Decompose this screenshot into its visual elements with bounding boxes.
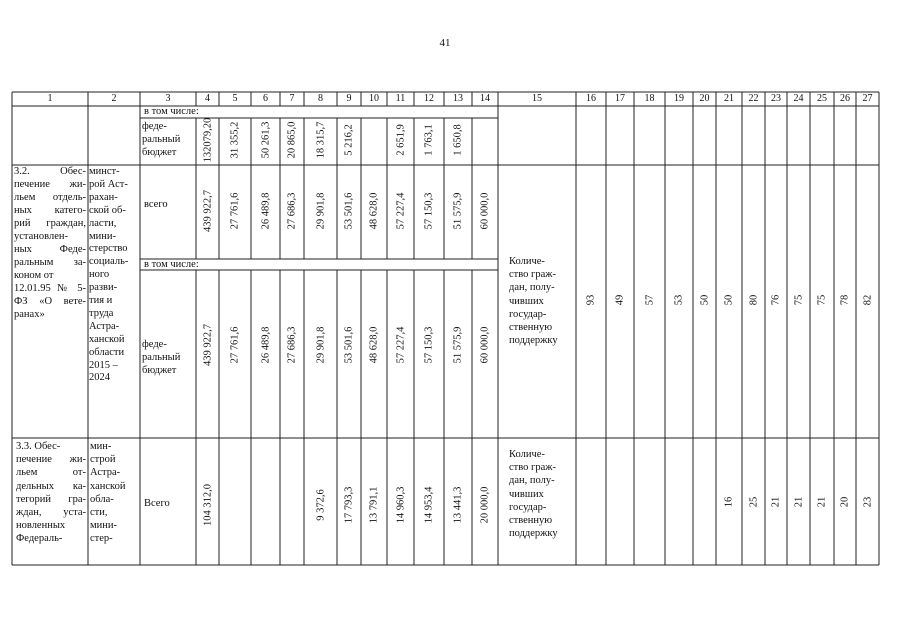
item-3-3-name: новленных [16, 520, 66, 532]
item-3-3-name: тегорий гра- [16, 493, 86, 505]
item-3-2-indicator-value: 75 [793, 294, 804, 306]
in-that-number-1: в том числе: [144, 106, 199, 117]
item-3-2-total-value: 26 489,8 [260, 192, 271, 230]
item-3-2-federal-value: 26 489,8 [260, 326, 271, 364]
header-col-24: 24 [793, 93, 804, 104]
item-3-3-total-value: 104 312,0 [202, 484, 213, 526]
federal-top-label: ральный [142, 134, 181, 145]
item-3-2-federal-value: 60 000,0 [479, 326, 491, 364]
item-3-2-indicator-value: 93 [585, 294, 597, 306]
item-3-2-federal-value: 27 686,3 [286, 326, 298, 364]
in-that-number-2: в том числе: [144, 259, 199, 270]
header-col-13: 13 [453, 93, 463, 104]
federal-top-value: 132079,20 [202, 117, 213, 163]
header-col-9: 9 [346, 93, 352, 104]
item-3-3-name: печение жи- [16, 454, 86, 466]
item-3-3-total-label: Всего [144, 498, 170, 509]
federal-top-label: феде- [142, 121, 167, 132]
item-3-3-total-value: 13 791,1 [368, 486, 380, 524]
item-3-3-indicator: ственную [509, 515, 553, 526]
header-col-7: 7 [289, 93, 295, 104]
item-3-2-total-value: 57 227,4 [395, 192, 406, 230]
item-3-3-executor: строй [90, 454, 116, 466]
item-3-3-indicator-value: 20 [839, 496, 851, 508]
item-3-2-federal-value: 48 628,0 [368, 326, 380, 364]
federal-top-value: 5 216,2 [343, 124, 355, 156]
item-3-3-indicator-value: 23 [862, 496, 873, 508]
federal-top-value: 2 651,9 [395, 124, 406, 156]
header-col-27: 27 [862, 93, 873, 104]
item-3-2-indicator-value: 82 [862, 294, 873, 306]
item-3-2-total-label: всего [144, 199, 168, 210]
header-col-10: 10 [369, 93, 379, 104]
item-3-2-federal-value: 27 761,6 [229, 326, 241, 364]
item-3-2-name: ранах» [14, 309, 45, 320]
item-3-2-name: печение жи- [14, 179, 86, 190]
item-3-2-total-value: 27 761,6 [229, 192, 241, 230]
federal-top-value: 50 261,3 [260, 121, 271, 159]
item-3-2-executor: тия и [89, 295, 113, 306]
item-3-2-name: ральным за- [14, 257, 86, 268]
item-3-3-executor: мини- [90, 520, 117, 532]
item-3-2-name: коном от [14, 270, 54, 281]
item-3-3-executor: стер- [90, 533, 113, 545]
item-3-2-executor: мини- [89, 230, 116, 242]
header-col-12: 12 [424, 93, 434, 104]
item-3-3-executor: мин- [90, 441, 112, 452]
item-3-3-indicator: поддержку [509, 528, 558, 540]
item-3-3-total-value: 14 960,3 [395, 486, 406, 524]
item-3-2-executor: социаль- [89, 256, 129, 268]
item-3-2-executor: ласти, [89, 217, 117, 229]
item-3-3-total-value: 14 953,4 [423, 486, 435, 524]
item-3-2-total-value: 29 901,8 [315, 192, 326, 230]
item-3-2-indicator-value: 76 [770, 294, 782, 306]
item-3-2-name: 3.2. Обес- [14, 166, 86, 177]
federal-top-value: 1 650,8 [452, 124, 464, 156]
header-col-19: 19 [674, 93, 684, 104]
item-3-3-executor: Астра- [90, 467, 121, 479]
item-3-3-indicator-value: 21 [816, 496, 828, 508]
item-3-2-federal-value: 51 575,9 [452, 326, 464, 364]
item-3-3-total-value: 9 372,6 [315, 489, 326, 521]
item-3-3-indicator: ство граж- [509, 462, 556, 474]
item-3-3-indicator: чивших [509, 488, 544, 500]
item-3-2-executor: ханской [89, 333, 125, 345]
item-3-3-name: ждан, уста- [16, 507, 86, 518]
item-3-3-executor: обла- [90, 493, 114, 505]
item-3-3-indicator-value: 16 [723, 496, 735, 508]
federal-top-value: 18 315,7 [315, 121, 326, 159]
item-3-2-indicator-value: 53 [673, 294, 685, 306]
header-col-17: 17 [615, 93, 625, 104]
item-3-2-federal-value: 57 150,3 [423, 326, 435, 364]
item-3-3-indicator-value: 21 [793, 496, 804, 508]
item-3-2-executor: рахан- [89, 191, 118, 203]
item-3-2-name: 12.01.95 № 5- [14, 283, 86, 294]
item-3-2-executor: минст- [89, 166, 120, 177]
item-3-2-total-value: 48 628,0 [368, 192, 380, 230]
header-col-23: 23 [771, 93, 781, 104]
item-3-2-executor: рой Аст- [89, 178, 128, 190]
header-col-6: 6 [263, 93, 268, 104]
header-col-26: 26 [840, 93, 850, 104]
item-3-3-total-value: 17 793,3 [343, 486, 355, 524]
item-3-3-indicator: государ- [509, 501, 547, 513]
item-3-3-name: дельных ка- [16, 480, 86, 492]
item-3-2-indicator: поддержку [509, 335, 558, 347]
item-3-2-indicator: ство граж- [509, 269, 556, 281]
item-3-3-executor: ханской [90, 480, 126, 492]
item-3-2-indicator-value: 78 [839, 294, 851, 306]
item-3-3-total-value: 13 441,3 [452, 486, 464, 524]
item-3-2-executor: ской об- [89, 204, 126, 216]
header-col-16: 16 [586, 93, 596, 104]
item-3-3-indicator: Количе- [509, 449, 545, 460]
item-3-2-executor: Астра- [89, 320, 120, 332]
item-3-2-indicator-value: 57 [644, 294, 655, 306]
item-3-2-indicator: чивших [509, 295, 544, 307]
item-3-2-federal-value: 53 501,6 [343, 326, 355, 364]
item-3-3-indicator: дан, полу- [509, 475, 555, 487]
header-col-15: 15 [532, 93, 542, 104]
header-col-5: 5 [232, 93, 238, 104]
federal-top-value: 20 865,0 [286, 121, 298, 159]
item-3-2-total-value: 51 575,9 [452, 192, 464, 230]
item-3-2-total-value: 439 922,7 [202, 190, 213, 232]
item-3-2-federal-label: бюджет [142, 365, 177, 376]
item-3-2-executor: разви- [89, 282, 118, 294]
item-3-2-federal-label: ральный [142, 352, 181, 363]
item-3-2-indicator-value: 80 [748, 294, 759, 306]
item-3-2-indicator-value: 49 [614, 294, 626, 306]
item-3-2-executor: области [89, 346, 125, 358]
item-3-2-executor: труда [89, 307, 114, 319]
item-3-2-name: ных катего- [14, 205, 86, 216]
item-3-3-name: 3.3. Обес- [16, 441, 61, 452]
item-3-2-federal-label: феде- [142, 339, 167, 350]
item-3-2-name: установлен- [14, 231, 68, 242]
item-3-2-indicator: дан, полу- [509, 282, 555, 294]
item-3-2-federal-value: 57 227,4 [395, 326, 406, 364]
header-col-2: 2 [111, 93, 117, 104]
item-3-2-name: льем отдель- [14, 192, 86, 203]
federal-top-value: 31 355,2 [229, 121, 241, 159]
item-3-2-federal-value: 29 901,8 [315, 326, 326, 364]
item-3-2-total-value: 53 501,6 [343, 192, 355, 230]
header-col-25: 25 [817, 93, 827, 104]
header-col-20: 20 [699, 93, 710, 104]
item-3-2-name: ных Феде- [14, 244, 86, 255]
item-3-2-executor: 2015 – [89, 359, 118, 371]
header-col-22: 22 [748, 93, 759, 104]
header-col-1: 1 [47, 93, 53, 104]
item-3-2-executor: ного [89, 269, 110, 281]
item-3-2-indicator: ственную [509, 322, 553, 333]
item-3-3-executor: сти, [90, 507, 108, 518]
item-3-2-indicator-value: 50 [699, 294, 710, 306]
item-3-2-total-value: 60 000,0 [479, 192, 491, 230]
page-number: 41 [439, 37, 451, 49]
header-col-4: 4 [205, 93, 210, 104]
item-3-2-executor: 2024 [89, 372, 110, 384]
header-col-8: 8 [318, 93, 323, 104]
header-col-14: 14 [480, 93, 490, 104]
item-3-2-federal-value: 439 922,7 [202, 324, 213, 366]
item-3-3-indicator-value: 25 [748, 496, 759, 508]
item-3-3-name: льем от- [16, 467, 86, 479]
item-3-3-name: Федераль- [16, 533, 63, 545]
item-3-2-total-value: 27 686,3 [286, 192, 298, 230]
item-3-2-indicator: государ- [509, 308, 547, 320]
item-3-2-indicator-value: 50 [723, 294, 735, 306]
item-3-2-name: рий граждан, [14, 218, 86, 229]
federal-top-label: бюджет [142, 147, 177, 158]
header-col-3: 3 [165, 93, 171, 104]
item-3-3-indicator-value: 21 [770, 496, 782, 508]
header-col-18: 18 [644, 93, 655, 104]
item-3-3-total-value: 20 000,0 [479, 486, 491, 524]
item-3-2-indicator: Количе- [509, 256, 545, 267]
item-3-2-name: ФЗ «О вете- [14, 296, 86, 307]
item-3-2-executor: стерство [89, 243, 128, 255]
header-col-11: 11 [395, 93, 406, 104]
header-col-21: 21 [724, 93, 734, 104]
item-3-2-indicator-value: 75 [816, 294, 828, 306]
federal-top-value: 1 763,1 [423, 124, 435, 156]
item-3-2-total-value: 57 150,3 [423, 192, 435, 230]
